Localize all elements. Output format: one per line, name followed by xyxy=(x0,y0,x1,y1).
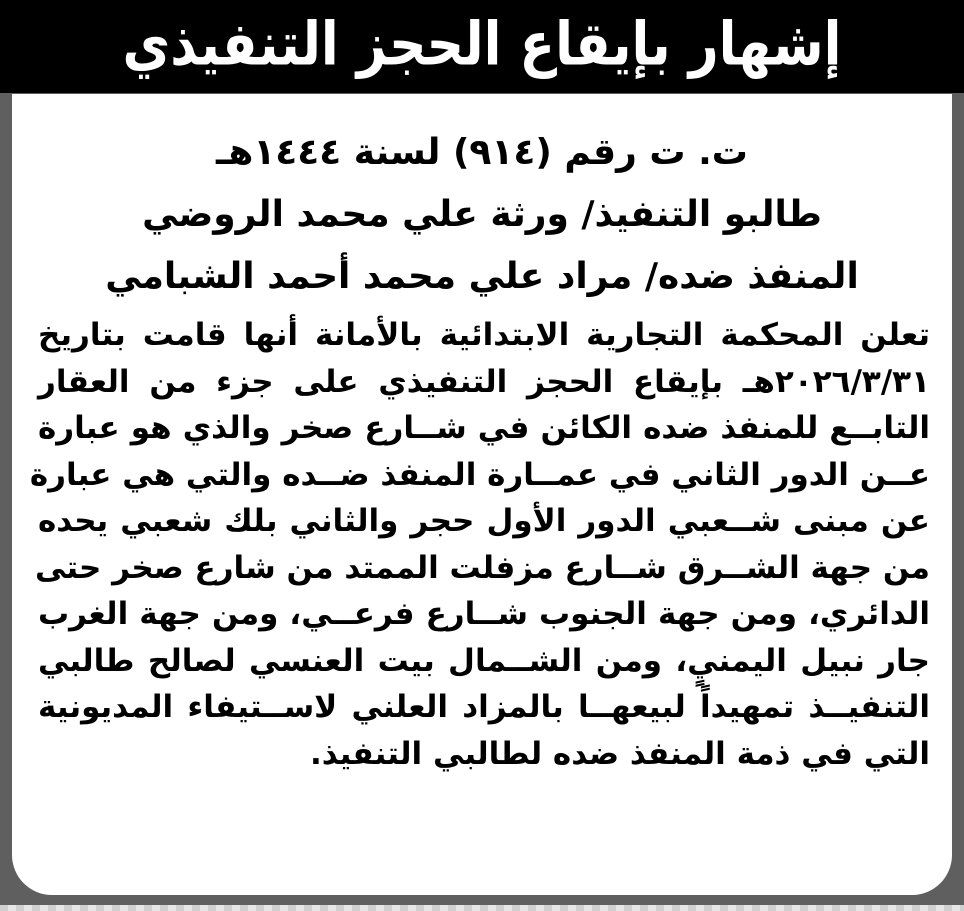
body-line: عــن الدور الثاني في عمــارة المنفذ ضــده والتي هي عبارة xyxy=(29,456,930,493)
respondent-line: المنفذ ضده/ مراد علي محمد أحمد الشبامي xyxy=(105,256,859,297)
body-line: عن مبنى شــعبي الدور الأول حجر والثاني بلك شعبي يحده xyxy=(38,503,930,539)
bottom-edge xyxy=(0,905,964,911)
body-line: الدائري، ومن جهة الجنوب شــارع فرعــي، ومن جهة الغرب xyxy=(38,596,930,632)
notice-header xyxy=(0,0,964,93)
body-line: تعلن المحكمة التجارية الابتدائية بالأمانة أنها قامت بتاريخ xyxy=(38,317,930,353)
body-line: جار نبيل اليمنيٍ، ومن الشــمال بيت العنسي لصالح طالبي xyxy=(38,642,930,679)
body-line: التي في ذمة المنفذ ضده لطالبي التنفيذ. xyxy=(309,735,930,772)
body-line: ٢٠٢٦/٣/٣١هـ بإيقاع الحجز التنفيذي على جزء من العقار xyxy=(38,363,930,400)
notice-body xyxy=(29,312,930,777)
notice-panel xyxy=(12,94,952,895)
claimants-line: طالبو التنفيذ/ ورثة علي محمد الروضي xyxy=(142,194,822,235)
case-reference: ت. ت رقم (٩١٤) لسنة ١٤٤٤هـ xyxy=(216,132,748,173)
notice-title: إشهار بإيقاع الحجز التنفيذي xyxy=(122,10,842,79)
body-line: التابــع للمنفذ ضده الكائن في شــارع صخر والذي هو عبارة xyxy=(38,410,930,446)
body-line: من جهة الشــرق شــارع مزفلت الممتد من شارع صخر حتى xyxy=(35,549,930,586)
body-line: التنفيــذ تمهيداً لبيعهــا بالمزاد العلني لاســتيفاء المديونية xyxy=(38,689,930,725)
